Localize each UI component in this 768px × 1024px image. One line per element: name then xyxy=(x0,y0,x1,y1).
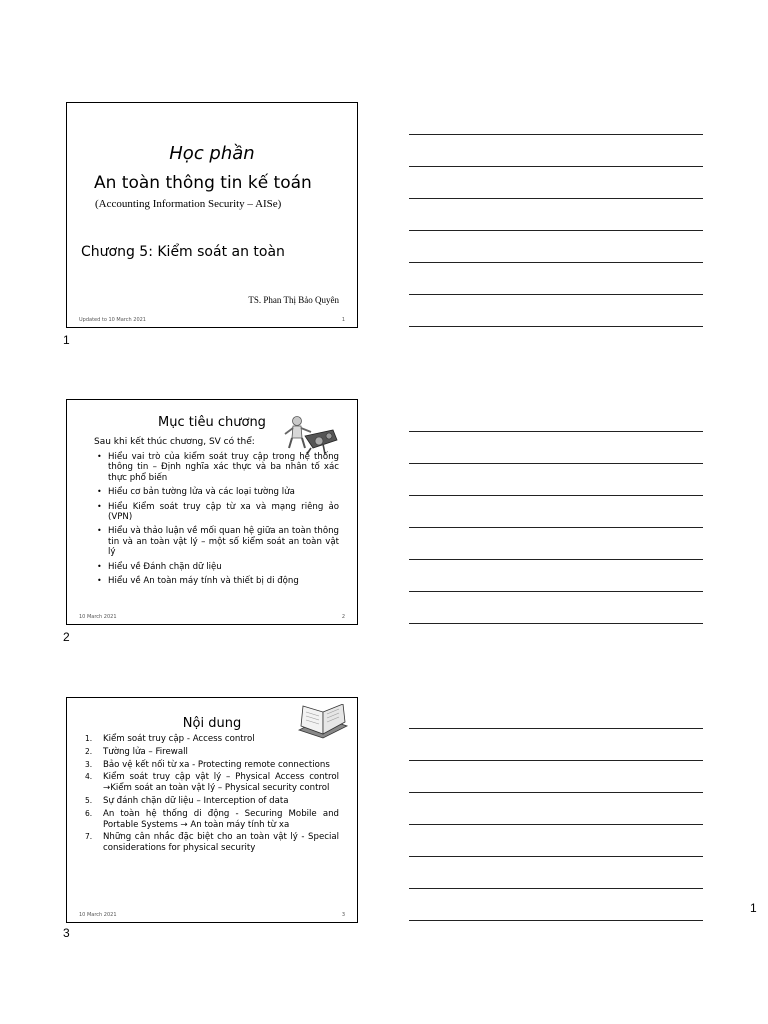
notes-line xyxy=(409,824,703,825)
item-text: Sự đánh chặn dữ liệu – Interception of data xyxy=(103,795,289,806)
item-number: 2. xyxy=(85,746,93,756)
notes-line xyxy=(409,559,703,560)
notes-line xyxy=(409,760,703,761)
slide-2 xyxy=(66,399,358,625)
slide-footer-date: 10 March 2021 xyxy=(79,912,117,918)
list-item xyxy=(85,747,339,758)
notes-line xyxy=(409,431,703,432)
item-number: 3. xyxy=(85,759,93,769)
list-item xyxy=(85,734,339,745)
item-number: 1. xyxy=(85,734,93,743)
notes-line xyxy=(409,326,703,327)
list-item xyxy=(85,832,339,854)
notes-line xyxy=(409,888,703,889)
course-subtitle: (Accounting Information Security – AISe) xyxy=(95,198,282,210)
notes-line xyxy=(409,623,703,624)
slide-number: 2 xyxy=(63,630,70,644)
list-item xyxy=(85,772,339,794)
list-item xyxy=(85,760,339,771)
notes-line xyxy=(409,166,703,167)
item-text: Kiểm soát truy cập - Access control xyxy=(103,734,255,744)
item-number: 7. xyxy=(85,832,93,842)
notes-line xyxy=(409,728,703,729)
chapter-title: Chương 5: Kiểm soát an toàn xyxy=(81,244,285,260)
course-title: An toàn thông tin kế toán xyxy=(94,173,312,193)
contents-list xyxy=(85,734,339,856)
item-text: Kiểm soát truy cập vật lý – Physical Access control →Kiểm soát an toàn vật lý – Physical security control xyxy=(103,772,339,794)
slide-heading: Mục tiêu chương xyxy=(158,415,266,430)
notes-line xyxy=(409,230,703,231)
list-item xyxy=(85,809,339,831)
item-text: Bảo vệ kết nối từ xa - Protecting remote connections xyxy=(103,759,330,770)
list-item: • Hiểu Kiểm soát truy cập từ xa và mạng riêng ảo (VPN) xyxy=(97,502,339,523)
course-label: Học phần xyxy=(169,143,255,164)
slide-footer-page: 2 xyxy=(341,614,345,620)
notes-line xyxy=(409,920,703,921)
intro-text: Sau khi kết thúc chương, SV có thể: xyxy=(94,437,255,447)
notes-line xyxy=(409,262,703,263)
person-with-tools-icon xyxy=(283,414,339,456)
notes-line xyxy=(409,792,703,793)
notes-line xyxy=(409,463,703,464)
list-item: • Hiểu về Đánh chặn dữ liệu xyxy=(97,562,339,572)
notes-line xyxy=(409,591,703,592)
objectives-list xyxy=(97,452,339,590)
slide-1 xyxy=(66,102,358,328)
item-number: 6. xyxy=(85,808,93,818)
notes-line xyxy=(409,198,703,199)
item-number: 4. xyxy=(85,772,93,782)
list-item: • Hiểu vai trò của kiểm soát truy cập trong hệ thống thông tin – Định nghĩa xác thực và ba nhân tố xác thực phổ biến xyxy=(97,452,339,483)
list-item: • Hiểu cơ bản tường lửa và các loại tường lửa xyxy=(97,487,339,497)
notes-line xyxy=(409,495,703,496)
notes-line xyxy=(409,856,703,857)
slide-footer-date: Updated to 10 March 2021 xyxy=(79,317,146,323)
slide-footer-page: 1 xyxy=(341,317,345,323)
item-text: Những cân nhắc đặc biệt cho an toàn vật lý - Special considerations for physical security xyxy=(103,832,339,854)
list-item: • Hiểu về An toàn máy tính và thiết bị di động xyxy=(97,576,339,586)
slide-number: 3 xyxy=(63,926,70,940)
notes-line xyxy=(409,134,703,135)
slide-number: 1 xyxy=(63,333,70,347)
item-text: Tường lửa – Firewall xyxy=(103,746,188,757)
list-item xyxy=(85,796,339,807)
list-item: • Hiểu và thảo luận về mối quan hệ giữa an toàn thông tin và an toàn vật lý – một số kiểm soát an toàn vật lý xyxy=(97,526,339,557)
slide-3 xyxy=(66,697,358,923)
slide-footer-page: 3 xyxy=(341,912,345,918)
item-text: An toàn hệ thống di động - Securing Mobile and Portable Systems → An toàn máy tính từ xa xyxy=(103,808,339,830)
author: TS. Phan Thị Bảo Quyên xyxy=(248,295,339,305)
notes-line xyxy=(409,527,703,528)
slide-footer-date: 10 March 2021 xyxy=(79,614,117,620)
item-number: 5. xyxy=(85,795,93,805)
slide-heading: Nội dung xyxy=(182,716,242,731)
notes-line xyxy=(409,294,703,295)
page-number: 1 xyxy=(750,901,757,915)
